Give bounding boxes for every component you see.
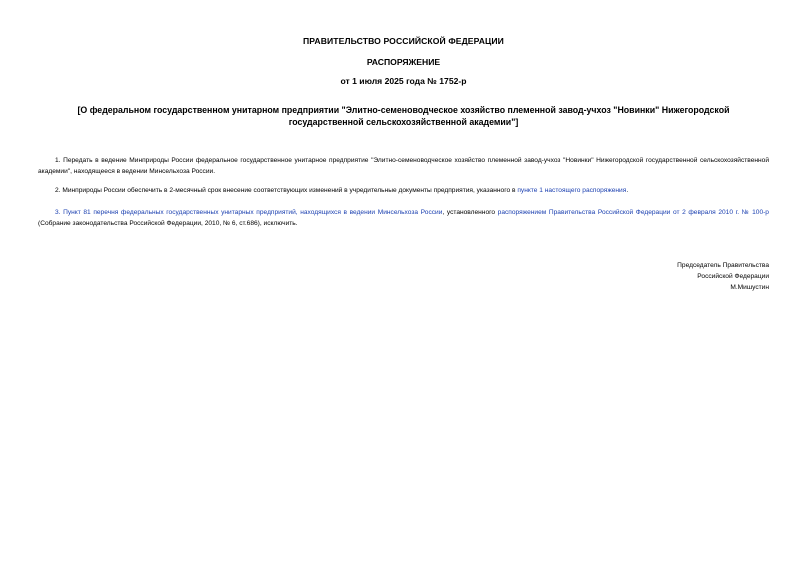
- paragraph-3-mid: , установленного: [442, 209, 498, 216]
- paragraph-2: [38, 186, 769, 197]
- link-order-100r[interactable]: распоряжением Правительства Российской Федерации от 2 февраля 2010 г. № 100-р: [497, 209, 769, 216]
- document-title: [О федеральном государственном унитарном предприятии "Элитно-семеноводческое хозяйство племенной завод-учхоз "Новинки" Нижегородской государственной сельскохозяйственной академии"]: [77, 105, 730, 127]
- signature-country: Российской Федерации: [697, 273, 769, 280]
- document-date: от 1 июля 2025 года № 1752-р: [340, 76, 467, 86]
- document-type-heading: РАСПОРЯЖЕНИЕ: [366, 57, 441, 67]
- paragraph-3: [38, 208, 769, 229]
- signature-block: [677, 260, 769, 293]
- paragraph-3-end: (Собрание законодательства Российской Федерации, 2010, № 6, ст.686), исключить.: [38, 219, 298, 227]
- government-heading: ПРАВИТЕЛЬСТВО РОССИЙСКОЙ ФЕДЕРАЦИИ: [303, 36, 504, 46]
- link-point-81-list[interactable]: Пункт 81 перечня федеральных государственных унитарных предприятий, находящихся в ведении Минсельхоза России: [63, 209, 443, 216]
- link-point-1[interactable]: пункте 1 настоящего распоряжения: [517, 187, 627, 194]
- paragraph-3-number[interactable]: 3.: [55, 209, 64, 216]
- paragraph-2-end: .: [626, 187, 629, 194]
- signature-position: Председатель Правительства: [677, 262, 769, 269]
- signature-name: М.Мишустин: [730, 284, 769, 291]
- paragraph-1: 1. Передать в ведение Минприроды России федеральное государственное унитарное предприятие "Элитно-семеноводческое хозяйство племенной завод-учхоз "Новинки" Нижегородской государственной сельскохозяйственной академии", находящееся в ведении Минсельхоза России.: [38, 157, 769, 175]
- paragraph-2-text: 2. Минприроды России обеспечить в 2-месячный срок внесение соответствующих изменений в учредительные документы предприятия, указанного в: [55, 187, 518, 194]
